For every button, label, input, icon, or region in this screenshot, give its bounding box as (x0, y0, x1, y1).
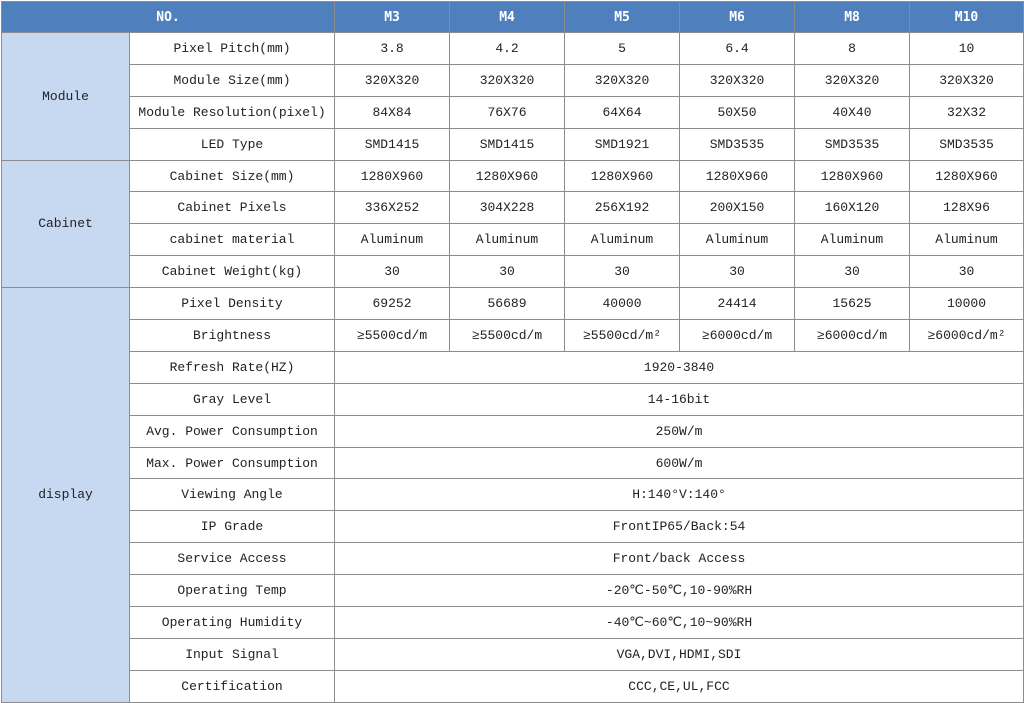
header-model: M8 (795, 2, 910, 33)
shared-value-cell: VGA,DVI,HDMI,SDI (335, 638, 1024, 670)
value-cell: 200X150 (680, 192, 795, 224)
value-cell: 5 (565, 33, 680, 65)
header-row (2, 2, 1024, 33)
value-cell: 40X40 (795, 96, 910, 128)
value-cell: SMD3535 (910, 128, 1024, 160)
table-row (2, 447, 1024, 479)
row-label: Cabinet Weight(kg) (130, 256, 335, 288)
table-row (2, 160, 1024, 192)
shared-value-cell: H:140°V:140° (335, 479, 1024, 511)
row-label: Pixel Density (130, 288, 335, 320)
value-cell: 128X96 (910, 192, 1024, 224)
value-cell: 40000 (565, 288, 680, 320)
row-label: LED Type (130, 128, 335, 160)
value-cell: ≥5500cd/m² (565, 320, 680, 352)
header-model: M4 (450, 2, 565, 33)
value-cell: 4.2 (450, 33, 565, 65)
value-cell: 30 (450, 256, 565, 288)
value-cell: 50X50 (680, 96, 795, 128)
table-row (2, 64, 1024, 96)
table-row (2, 638, 1024, 670)
value-cell: 30 (910, 256, 1024, 288)
shared-value-cell: FrontIP65/Back:54 (335, 511, 1024, 543)
table-row (2, 479, 1024, 511)
header-model: M5 (565, 2, 680, 33)
value-cell: 30 (335, 256, 450, 288)
row-label: Certification (130, 670, 335, 702)
value-cell: 24414 (680, 288, 795, 320)
row-label: Viewing Angle (130, 479, 335, 511)
value-cell: 69252 (335, 288, 450, 320)
shared-value-cell: -40℃~60℃,10~90%RH (335, 607, 1024, 639)
value-cell: 30 (795, 256, 910, 288)
value-cell: 1280X960 (910, 160, 1024, 192)
value-cell: 336X252 (335, 192, 450, 224)
table-row (2, 607, 1024, 639)
value-cell: 1280X960 (795, 160, 910, 192)
value-cell: 304X228 (450, 192, 565, 224)
row-label: Input Signal (130, 638, 335, 670)
value-cell: ≥6000cd/m (795, 320, 910, 352)
table-row (2, 320, 1024, 352)
row-label: Brightness (130, 320, 335, 352)
value-cell: 320X320 (680, 64, 795, 96)
value-cell: 320X320 (335, 64, 450, 96)
row-label: Max. Power Consumption (130, 447, 335, 479)
value-cell: Aluminum (450, 224, 565, 256)
shared-value-cell: CCC,CE,UL,FCC (335, 670, 1024, 702)
header-model: M3 (335, 2, 450, 33)
shared-value-cell: Front/back Access (335, 543, 1024, 575)
value-cell: 56689 (450, 288, 565, 320)
value-cell: 30 (680, 256, 795, 288)
group-label: display (2, 288, 130, 703)
value-cell: Aluminum (335, 224, 450, 256)
table-row (2, 96, 1024, 128)
value-cell: 3.8 (335, 33, 450, 65)
table-row (2, 288, 1024, 320)
group-label: Cabinet (2, 160, 130, 288)
value-cell: 1280X960 (565, 160, 680, 192)
value-cell: SMD3535 (680, 128, 795, 160)
table-row (2, 33, 1024, 65)
value-cell: 256X192 (565, 192, 680, 224)
value-cell: SMD3535 (795, 128, 910, 160)
row-label: Service Access (130, 543, 335, 575)
row-label: Avg. Power Consumption (130, 415, 335, 447)
value-cell: 1280X960 (450, 160, 565, 192)
row-label: Operating Humidity (130, 607, 335, 639)
row-label: Cabinet Pixels (130, 192, 335, 224)
value-cell: Aluminum (565, 224, 680, 256)
value-cell: Aluminum (795, 224, 910, 256)
header-model: M6 (680, 2, 795, 33)
value-cell: 10 (910, 33, 1024, 65)
row-label: cabinet material (130, 224, 335, 256)
table-row (2, 256, 1024, 288)
table-row (2, 192, 1024, 224)
value-cell: ≥5500cd/m (450, 320, 565, 352)
value-cell: 320X320 (450, 64, 565, 96)
shared-value-cell: 1920-3840 (335, 351, 1024, 383)
value-cell: SMD1921 (565, 128, 680, 160)
value-cell: 1280X960 (335, 160, 450, 192)
value-cell: 30 (565, 256, 680, 288)
row-label: Refresh Rate(HZ) (130, 351, 335, 383)
table-row (2, 224, 1024, 256)
shared-value-cell: 600W/m (335, 447, 1024, 479)
table-row (2, 575, 1024, 607)
group-label: Module (2, 33, 130, 161)
table-row (2, 415, 1024, 447)
shared-value-cell: 250W/m (335, 415, 1024, 447)
shared-value-cell: 14-16bit (335, 383, 1024, 415)
row-label: Cabinet Size(mm) (130, 160, 335, 192)
value-cell: 320X320 (795, 64, 910, 96)
row-label: IP Grade (130, 511, 335, 543)
row-label: Module Size(mm) (130, 64, 335, 96)
value-cell: 32X32 (910, 96, 1024, 128)
value-cell: ≥5500cd/m (335, 320, 450, 352)
shared-value-cell: -20℃-50℃,10-90%RH (335, 575, 1024, 607)
row-label: Gray Level (130, 383, 335, 415)
value-cell: 160X120 (795, 192, 910, 224)
table-row (2, 543, 1024, 575)
table-row (2, 383, 1024, 415)
table-row (2, 670, 1024, 702)
value-cell: 76X76 (450, 96, 565, 128)
spec-table (1, 1, 1024, 703)
value-cell: Aluminum (910, 224, 1024, 256)
value-cell: 8 (795, 33, 910, 65)
table-row (2, 128, 1024, 160)
value-cell: SMD1415 (450, 128, 565, 160)
value-cell: Aluminum (680, 224, 795, 256)
table-row (2, 511, 1024, 543)
value-cell: ≥6000cd/m² (910, 320, 1024, 352)
row-label: Module Resolution(pixel) (130, 96, 335, 128)
value-cell: SMD1415 (335, 128, 450, 160)
value-cell: 320X320 (910, 64, 1024, 96)
value-cell: ≥6000cd/m (680, 320, 795, 352)
value-cell: 10000 (910, 288, 1024, 320)
header-model: M10 (910, 2, 1024, 33)
value-cell: 6.4 (680, 33, 795, 65)
header-label: NO. (2, 2, 335, 33)
spec-body (2, 33, 1024, 703)
table-row (2, 351, 1024, 383)
row-label: Operating Temp (130, 575, 335, 607)
value-cell: 64X64 (565, 96, 680, 128)
row-label: Pixel Pitch(mm) (130, 33, 335, 65)
value-cell: 320X320 (565, 64, 680, 96)
value-cell: 1280X960 (680, 160, 795, 192)
value-cell: 84X84 (335, 96, 450, 128)
value-cell: 15625 (795, 288, 910, 320)
